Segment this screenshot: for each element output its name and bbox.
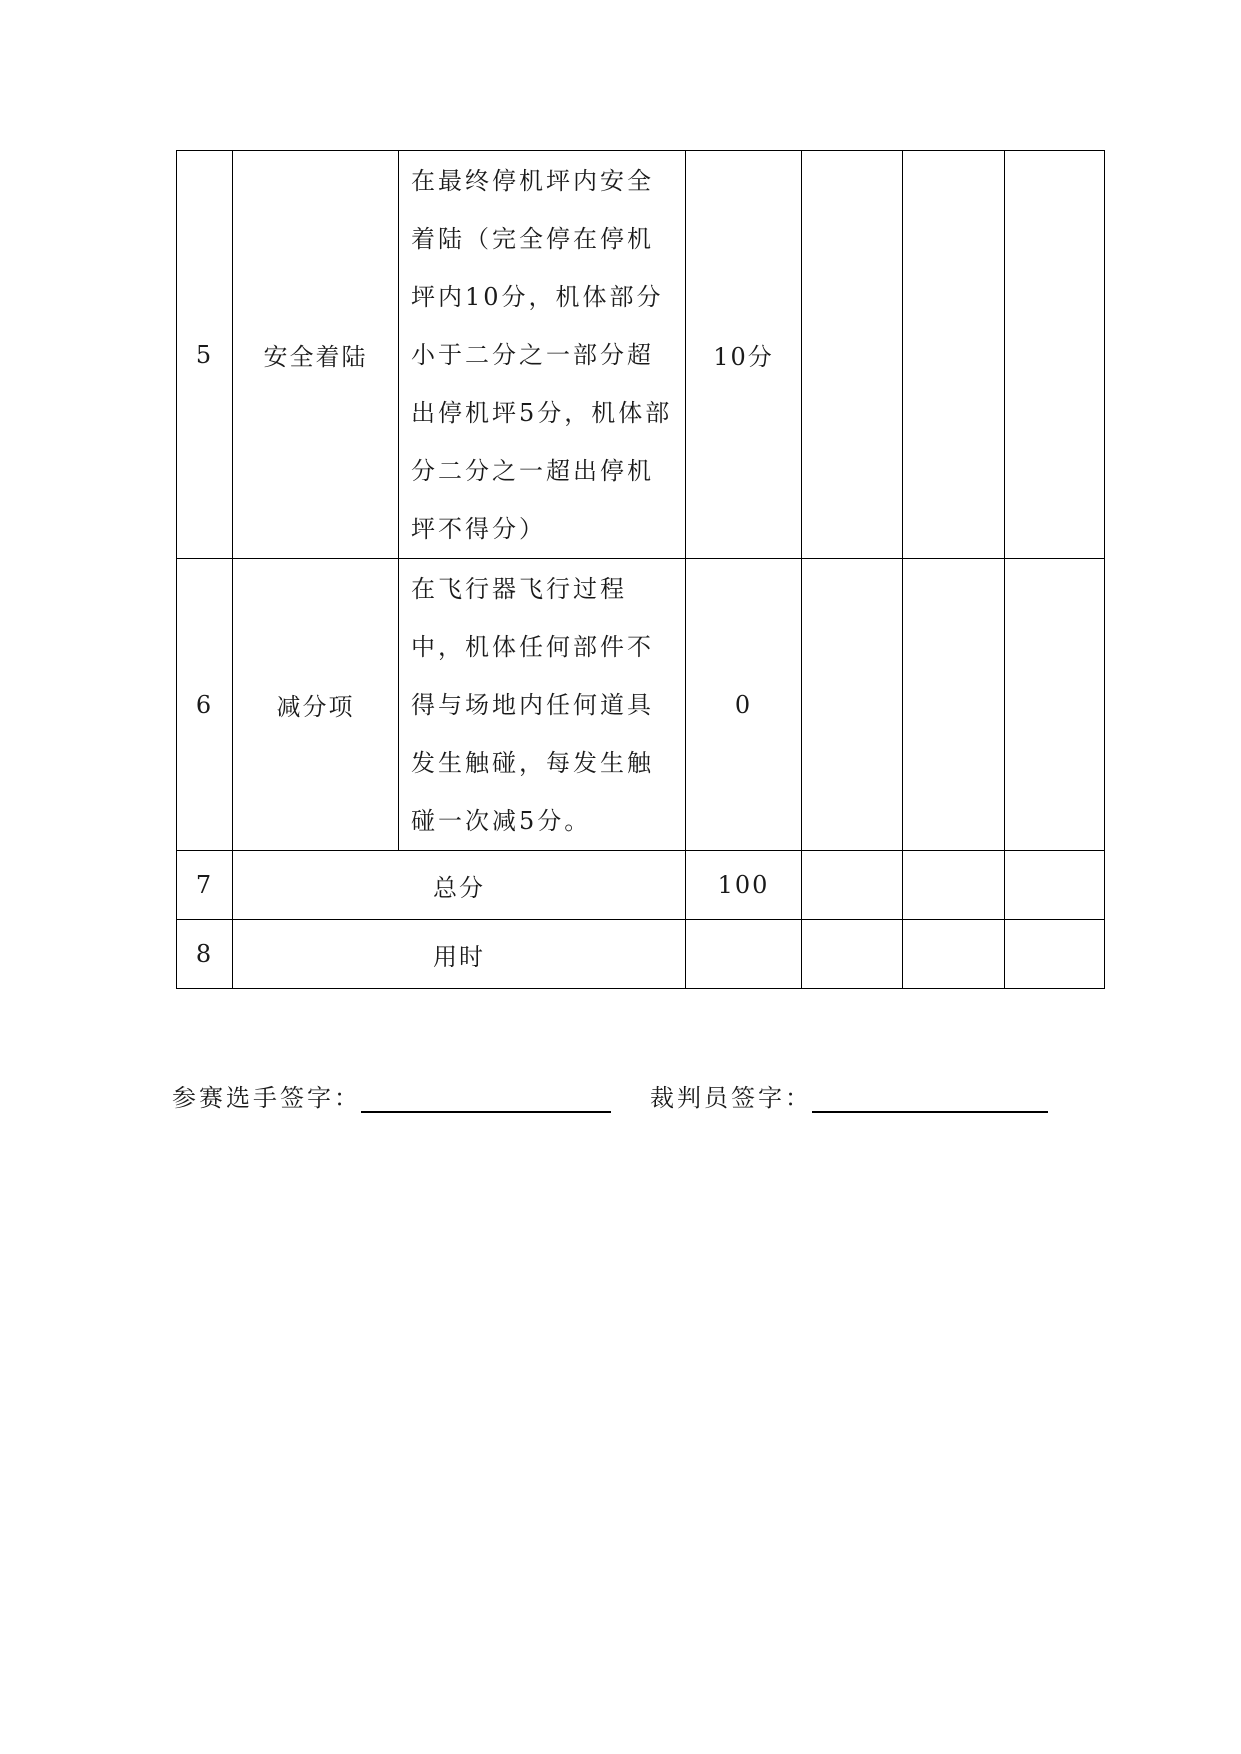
contestant-signature (172, 1078, 611, 1110)
blank-cell (802, 920, 903, 989)
item-description: 在飞行器飞行过程中，机体任何部件不得与场地内任何道具发生触碰，每发生触碰一次减5分。 (399, 559, 686, 851)
total-label: 总分 (233, 851, 686, 920)
blank-cell (802, 559, 903, 851)
item-name: 减分项 (233, 559, 399, 851)
row-number: 8 (177, 920, 233, 989)
table-row (177, 920, 1105, 989)
table-row (177, 559, 1105, 851)
time-value (686, 920, 802, 989)
item-description: 在最终停机坪内安全着陆（完全停在停机坪内10分，机体部分小于二分之一部分超出停机坪5分，机体部分二分之一超出停机坪不得分） (399, 151, 686, 559)
row-number: 7 (177, 851, 233, 920)
item-name: 安全着陆 (233, 151, 399, 559)
table-row (177, 151, 1105, 559)
contestant-signature-label: 参赛选手签字： (172, 1084, 361, 1112)
referee-signature-label: 裁判员签字： (650, 1084, 812, 1112)
blank-cell (802, 151, 903, 559)
blank-cell (1005, 559, 1105, 851)
blank-cell (903, 151, 1005, 559)
row-number: 5 (177, 151, 233, 559)
contestant-signature-blank[interactable] (361, 1081, 611, 1113)
time-label: 用时 (233, 920, 686, 989)
blank-cell (1005, 151, 1105, 559)
blank-cell (1005, 851, 1105, 920)
score-table (176, 150, 1105, 989)
table-row (177, 851, 1105, 920)
referee-signature (650, 1078, 1048, 1110)
blank-cell (903, 851, 1005, 920)
blank-cell (1005, 920, 1105, 989)
item-score: 10分 (686, 151, 802, 559)
referee-signature-blank[interactable] (812, 1081, 1048, 1113)
row-number: 6 (177, 559, 233, 851)
item-score: 0 (686, 559, 802, 851)
blank-cell (903, 920, 1005, 989)
blank-cell (802, 851, 903, 920)
blank-cell (903, 559, 1005, 851)
total-score: 100 (686, 851, 802, 920)
